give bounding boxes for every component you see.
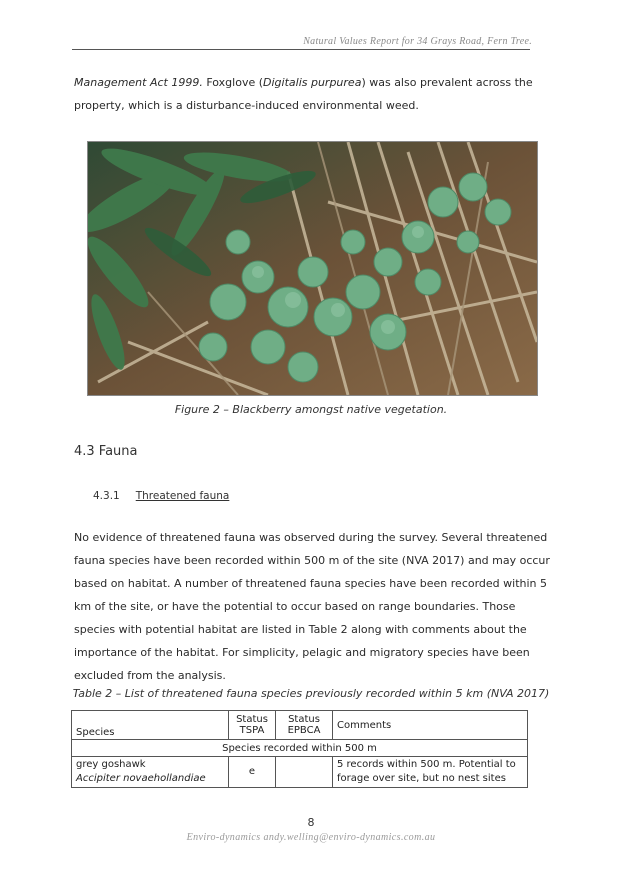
header-divider (72, 49, 530, 50)
scientific-name: Accipiter novaehollandiae (76, 773, 206, 784)
header-tspa-line2: TSPA (239, 725, 265, 736)
fauna-paragraph: No evidence of threatened fauna was observed during the survey. Several threatened fauna species have been recorded within 500 m of the site (NVA 2017) and may occur based on habitat. A number of threatened fauna species have been recorded within 5 km of the site, or have the potential to occur based on range boundaries. Those species with potential habitat are listed in Table 2 along with comments about the importance of the habitat. For simplicity, pelagic and migratory species have been excluded from the analysis. (74, 531, 550, 682)
running-footer: Enviro-dynamics andy.welling@enviro-dynamics.com.au (186, 832, 436, 843)
fauna-table (71, 710, 528, 788)
species-name: Digitalis purpurea (263, 76, 362, 89)
comment-line-1: 5 records within 500 m. Potential to (337, 759, 516, 770)
subsection-heading (93, 490, 229, 502)
header-tspa-line1: Status (236, 714, 268, 725)
intro-paragraph (74, 71, 550, 117)
comments-cell (333, 757, 528, 788)
subsection-title: Threatened fauna (135, 490, 230, 502)
header-status-epbca (276, 711, 333, 740)
intro-text-2: ) was also prevalent across the property, which is a disturbance-induced environmental weed. (74, 76, 533, 112)
intro-text-1: Foxglove ( (202, 76, 264, 89)
header-epbca-line1: Status (288, 714, 320, 725)
header-species: Species (72, 711, 229, 740)
figure-caption: Figure 2 – Blackberry amongst native vegetation. (174, 403, 448, 416)
header-comments: Comments (333, 711, 528, 740)
act-name: Management Act 1999. (74, 76, 203, 89)
running-header: Natural Values Report for 34 Grays Road, Fern Tree. (303, 36, 532, 47)
common-name: grey goshawk (76, 759, 146, 770)
table-header-row (72, 711, 528, 740)
section-row-label: Species recorded within 500 m (72, 740, 528, 757)
header-status-tspa (229, 711, 276, 740)
header-epbca-line2: EPBCA (287, 725, 321, 736)
table-row (72, 757, 528, 788)
species-cell (72, 757, 229, 788)
comment-line-2: forage over site, but no nest sites (337, 773, 506, 784)
vegetation-illustration (88, 142, 537, 395)
table-caption: Table 2 – List of threatened fauna species previously recorded within 5 km (NVA 2017) (72, 687, 550, 700)
subsection-number: 4.3.1 (93, 490, 120, 502)
page-number: 8 (307, 816, 315, 829)
blackberry-photo (87, 141, 538, 396)
epbca-status-cell (276, 757, 333, 788)
table-section-row (72, 740, 528, 757)
section-heading: 4.3 Fauna (74, 444, 138, 459)
tspa-status-cell: e (229, 757, 276, 788)
